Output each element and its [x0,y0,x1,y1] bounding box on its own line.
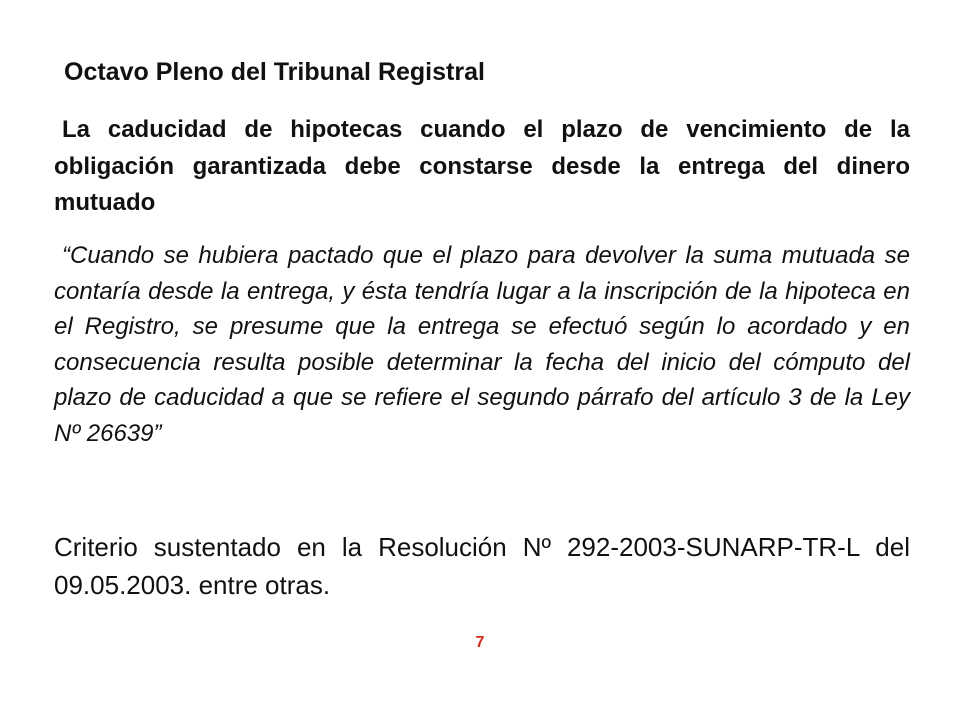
slide-title: Octavo Pleno del Tribunal Registral [64,58,485,86]
quoted-criterion: “Cuando se hubiera pactado que el plazo para devolver la suma mutuada se contaría desde la entrega, y ésta tendría lugar a la inscripción de la hipoteca en el Registro, se presume que la entrega se efectuó según lo acordado y en consecuencia resulta posible determinar la fecha del inicio del cómputo del plazo de caducidad a que se refiere el segundo párrafo del artículo 3 de la Ley Nº 26639” [54,242,910,447]
section-heading: La caducidad de hipotecas cuando el plazo de vencimiento de la obligación garantizada debe constarse desde la entrega del dinero mutuado [54,116,910,216]
resolution-reference: Criterio sustentado en la Resolución Nº 292-2003-SUNARP-TR-L del 09.05.2003. entre otras. [54,532,910,600]
page-number: 7 [475,634,485,651]
